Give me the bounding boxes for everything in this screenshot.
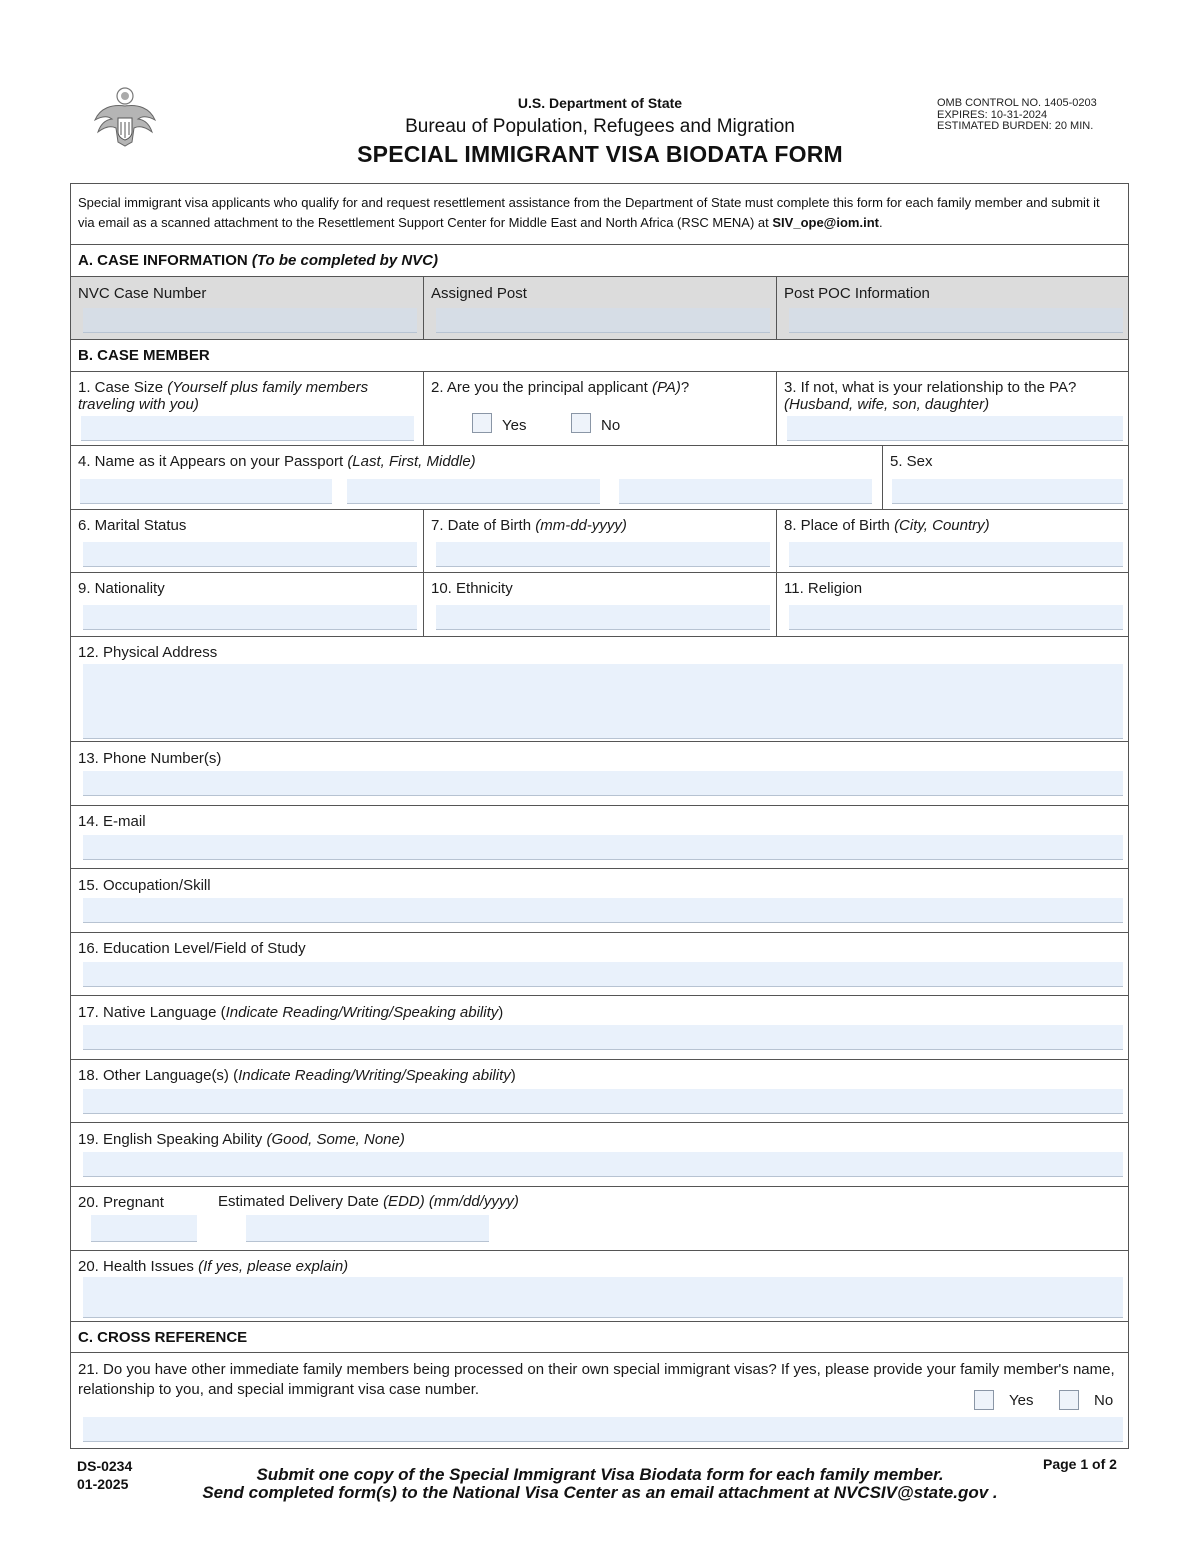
intro-text: Special immigrant visa applicants who qualify for and request resettlement assistance from the Department of State must complete this form for each family member and submit it via email as a scanned attachment to the Resettlement Support Center for Middle East and North Africa (RSC MENA) at SIV_ope@iom.int. [78,195,1100,230]
instruction-line-2: Send completed form(s) to the National Visa Center as an email attachment at NVCSIV@state.gov . [202,1483,998,1502]
nvc-case-number-label: NVC Case Number [78,285,207,302]
q19-label: 19. English Speaking Ability (Good, Some, None) [78,1131,405,1148]
assigned-post-label: Assigned Post [431,285,527,302]
section-b-title: B. CASE MEMBER [78,347,210,364]
biodata-form [70,183,1129,1449]
pa-yes-checkbox[interactable] [472,413,492,433]
phone-field[interactable] [83,771,1123,796]
physical-address-field[interactable] [83,664,1123,739]
q18-label: 18. Other Language(s) (Indicate Reading/Writing/Speaking ability) [78,1067,516,1084]
q12-label: 12. Physical Address [78,644,218,661]
sex-field[interactable] [892,479,1123,504]
marital-status-field[interactable] [83,542,417,567]
q10-label: 10. Ethnicity [431,580,513,597]
department-name: U.S. Department of State [517,95,683,111]
last-name-field[interactable] [80,479,332,504]
relationship-field[interactable] [787,416,1123,441]
section-a-title: A. CASE INFORMATION (To be completed by NVC) [78,252,439,269]
department-of-state-seal [92,86,158,150]
cross-ref-yes-checkbox[interactable] [974,1390,994,1410]
pa-no-checkbox[interactable] [571,413,591,433]
assigned-post-field[interactable] [436,308,770,333]
instruction-line-1: Submit one copy of the Special Immigrant Visa Biodata form for each family member. [256,1465,944,1484]
q11-label: 11. Religion [784,580,863,597]
section-c-title: C. CROSS REFERENCE [78,1329,248,1346]
nationality-field[interactable] [83,605,417,630]
q20-edd-label: Estimated Delivery Date (EDD) (mm/dd/yyyy) [218,1193,519,1210]
edd-field[interactable] [246,1215,489,1242]
form-id [77,1457,132,1493]
q21-label: 21. Do you have other immediate family members being processed on their own special immigrant visas? If yes, please provide your family member's name, relationship to you, and special immigrant visa case number. [78,1361,1115,1398]
q7-label: 7. Date of Birth (mm-dd-yyyy) [431,517,627,534]
q9-label: 9. Nationality [78,580,165,597]
q15-label: 15. Occupation/Skill [78,877,211,894]
pa-yes-label: Yes [502,417,527,434]
middle-name-field[interactable] [619,479,872,504]
omb-expires: EXPIRES: 10-31-2024 [937,108,1048,121]
form-number: DS-0234 [77,1458,133,1474]
q3-label: 3. If not, what is your relationship to the PA? (Husband, wife, son, daughter) [784,379,1077,413]
nvc-case-number-field[interactable] [83,308,417,333]
health-issues-field[interactable] [83,1277,1123,1318]
case-size-field[interactable] [81,416,414,441]
pregnant-field[interactable] [91,1215,197,1242]
q17-label: 17. Native Language (Indicate Reading/Writing/Speaking ability) [78,1004,504,1021]
bureau-name: Bureau of Population, Refugees and Migration [405,116,795,137]
page-number: Page 1 of 2 [1043,1456,1117,1472]
cross-ref-no-checkbox[interactable] [1059,1390,1079,1410]
omb-burden: ESTIMATED BURDEN: 20 MIN. [937,120,1094,132]
first-name-field[interactable] [347,479,600,504]
q2-label: 2. Are you the principal applicant (PA)? [431,379,690,396]
ethnicity-field[interactable] [436,605,770,630]
q20-health-label: 20. Health Issues (If yes, please explain) [78,1258,349,1275]
occupation-field[interactable] [83,898,1123,923]
email-field[interactable] [83,835,1123,860]
q6-label: 6. Marital Status [78,517,187,534]
submission-instructions [150,1466,1050,1502]
omb-info [937,98,1097,133]
cross-ref-no-label: No [1094,1392,1114,1409]
post-poc-field[interactable] [789,308,1123,333]
date-of-birth-field[interactable] [436,542,770,567]
cross-ref-details-field[interactable] [83,1417,1123,1442]
religion-field[interactable] [789,605,1123,630]
other-languages-field[interactable] [83,1089,1123,1114]
q4-label: 4. Name as it Appears on your Passport (Last, First, Middle) [78,453,476,470]
place-of-birth-field[interactable] [789,542,1123,567]
native-language-field[interactable] [83,1025,1123,1050]
q14-label: 14. E-mail [78,813,146,830]
q5-label: 5. Sex [890,453,933,470]
omb-control: OMB CONTROL NO. 1405-0203 [937,97,1097,109]
form-title: SPECIAL IMMIGRANT VISA BIODATA FORM [357,141,843,167]
english-ability-field[interactable] [83,1152,1123,1177]
q16-label: 16. Education Level/Field of Study [78,940,306,957]
q1-label: 1. Case Size (Yourself plus family members traveling with you) [78,379,369,413]
post-poc-label: Post POC Information [784,285,930,302]
q13-label: 13. Phone Number(s) [78,750,222,767]
rsc-email: SIV_ope@iom.int [772,215,879,230]
q20-pregnant-label: 20. Pregnant [78,1194,164,1211]
education-field[interactable] [83,962,1123,987]
pa-no-label: No [601,417,621,434]
q8-label: 8. Place of Birth (City, Country) [784,517,990,534]
cross-ref-yes-label: Yes [1009,1392,1034,1409]
form-date: 01-2025 [77,1476,129,1492]
